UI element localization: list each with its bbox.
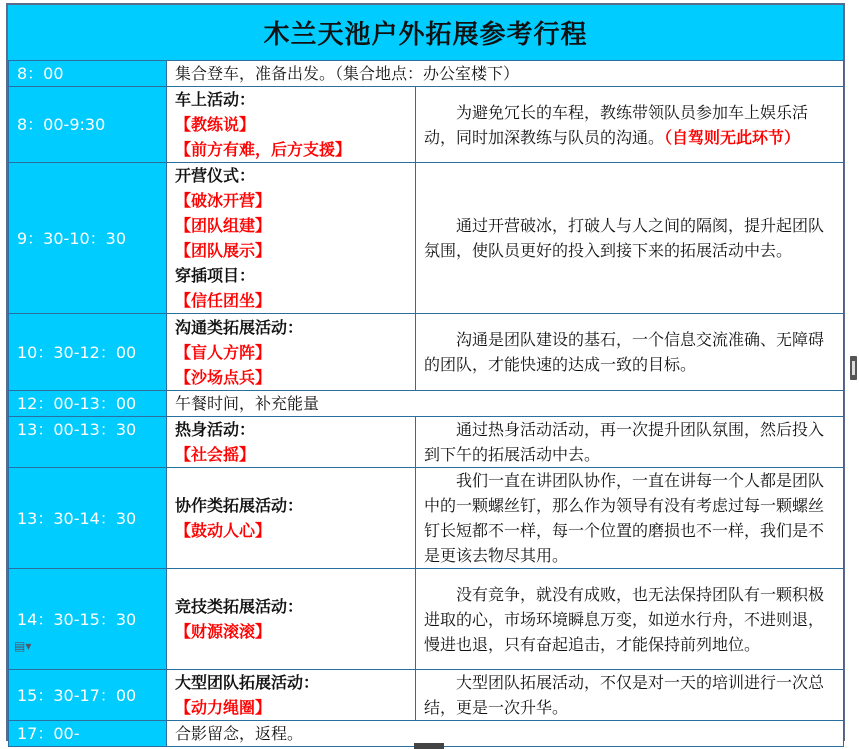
time-cell[interactable]: 17：00- (9, 721, 167, 747)
time-cell[interactable]: 12：00-13：00 (9, 391, 167, 417)
time-cell[interactable]: 15：30-17：00 (9, 670, 167, 721)
activity-item: 【教练说】 (175, 115, 256, 134)
table-row (9, 391, 844, 417)
activity-label: 热身活动： (175, 420, 256, 439)
table-row (9, 468, 844, 569)
time-cell[interactable]: 13：00-13：30 (9, 417, 167, 468)
activity-label: 车上活动： (175, 90, 256, 109)
activity-label: 穿插项目： (175, 266, 256, 285)
activity-item: 【沙场点兵】 (175, 367, 272, 387)
table-row (9, 417, 844, 468)
activity-label: 沟通类拓展活动： (175, 317, 304, 337)
page-edge-marker (414, 743, 444, 749)
activity-cell[interactable] (167, 163, 416, 314)
activity-item: 【信任团坐】 (175, 291, 272, 310)
activity-item: 【财源滚滚】 (175, 622, 272, 641)
description-text: 为避免冗长的车程，教练带领队员参加车上娱乐活动，同时加深教练与队员的沟通。 (424, 102, 809, 147)
description-cell[interactable]: 沟通是团队建设的基石，一个信息交流准确、无障碍的团队，才能快速的达成一致的目标。 (416, 314, 844, 391)
activity-item: 【动力绳圈】 (175, 698, 272, 717)
activity-cell[interactable] (167, 417, 416, 468)
activity-item: 【前方有难，后方支援】 (175, 140, 352, 159)
activity-cell[interactable] (167, 87, 416, 163)
activity-label: 竞技类拓展活动： (175, 597, 304, 616)
table-row (9, 61, 844, 87)
time-cell[interactable]: 14：30-15：30 (9, 569, 167, 670)
itinerary-sheet (6, 3, 845, 741)
document-title: 木兰天池户外拓展参考行程 (263, 20, 588, 50)
activity-label: 大型团队拓展活动： (175, 673, 320, 692)
activity-cell[interactable] (167, 314, 416, 391)
activity-item: 【破冰开营】 (175, 191, 272, 210)
description-cell[interactable]: 通过开营破冰，打破人与人之间的隔阂，提升起团队氛围，使队员更好的投入到接下来的拓展活动中去。 (416, 163, 844, 314)
activity-item: 【团队展示】 (175, 241, 272, 260)
table-row (9, 314, 844, 391)
time-cell[interactable]: 8：00-9:30 (9, 87, 167, 163)
table-row (9, 569, 844, 670)
activity-item: 【盲人方阵】 (175, 342, 272, 362)
activity-cell[interactable] (167, 569, 416, 670)
activity-label: 开营仪式： (175, 166, 256, 185)
time-cell[interactable]: 13：30-14：30 (9, 468, 167, 569)
activity-item: 【社会摇】 (175, 445, 256, 464)
activity-item: 【团队组建】 (175, 216, 272, 235)
activity-item: 【鼓动人心】 (175, 521, 272, 540)
note-cell[interactable]: 集合登车，准备出发。（集合地点：办公室楼下） (167, 61, 844, 87)
note-cell[interactable]: 午餐时间，补充能量 (167, 391, 844, 417)
description-note: （自驾则无此环节） (664, 127, 801, 147)
time-cell[interactable]: 8：00 (9, 61, 167, 87)
description-cell[interactable]: 通过热身活动活动，再一次提升团队氛围，然后投入到下午的拓展活动中去。 (416, 417, 844, 468)
paste-options-icon[interactable]: ▤▾ (14, 639, 32, 653)
description-cell[interactable] (416, 87, 844, 163)
time-cell[interactable]: 9：30-10：30 (9, 163, 167, 314)
description-cell[interactable]: 大型团队拓展活动，不仅是对一天的培训进行一次总结，更是一次升华。 (416, 670, 844, 721)
table-row (9, 670, 844, 721)
table-row (9, 87, 844, 163)
time-cell[interactable]: 10：30-12：00 (9, 314, 167, 391)
note-cell[interactable]: 合影留念，返程。 (167, 721, 844, 747)
description-cell[interactable]: 没有竞争，就没有成败，也无法保持团队有一颗积极进取的心，市场环境瞬息万变，如逆水行舟，不进则退，慢进也退，只有奋起追击，才能保持前列地位。 (416, 569, 844, 670)
description-cell[interactable]: 我们一直在讲团队协作，一直在讲每一个人都是团队中的一颗螺丝钉，那么作为领导有没有考虑过每一颗螺丝钉长短都不一样，每一个位置的磨损也不一样，我们是不是更该去物尽其用。 (416, 468, 844, 569)
activity-cell[interactable] (167, 670, 416, 721)
table-row (9, 163, 844, 314)
itinerary-table (8, 60, 844, 747)
activity-cell[interactable] (167, 468, 416, 569)
activity-label: 协作类拓展活动： (175, 496, 304, 515)
resize-handle-icon[interactable] (850, 356, 857, 380)
